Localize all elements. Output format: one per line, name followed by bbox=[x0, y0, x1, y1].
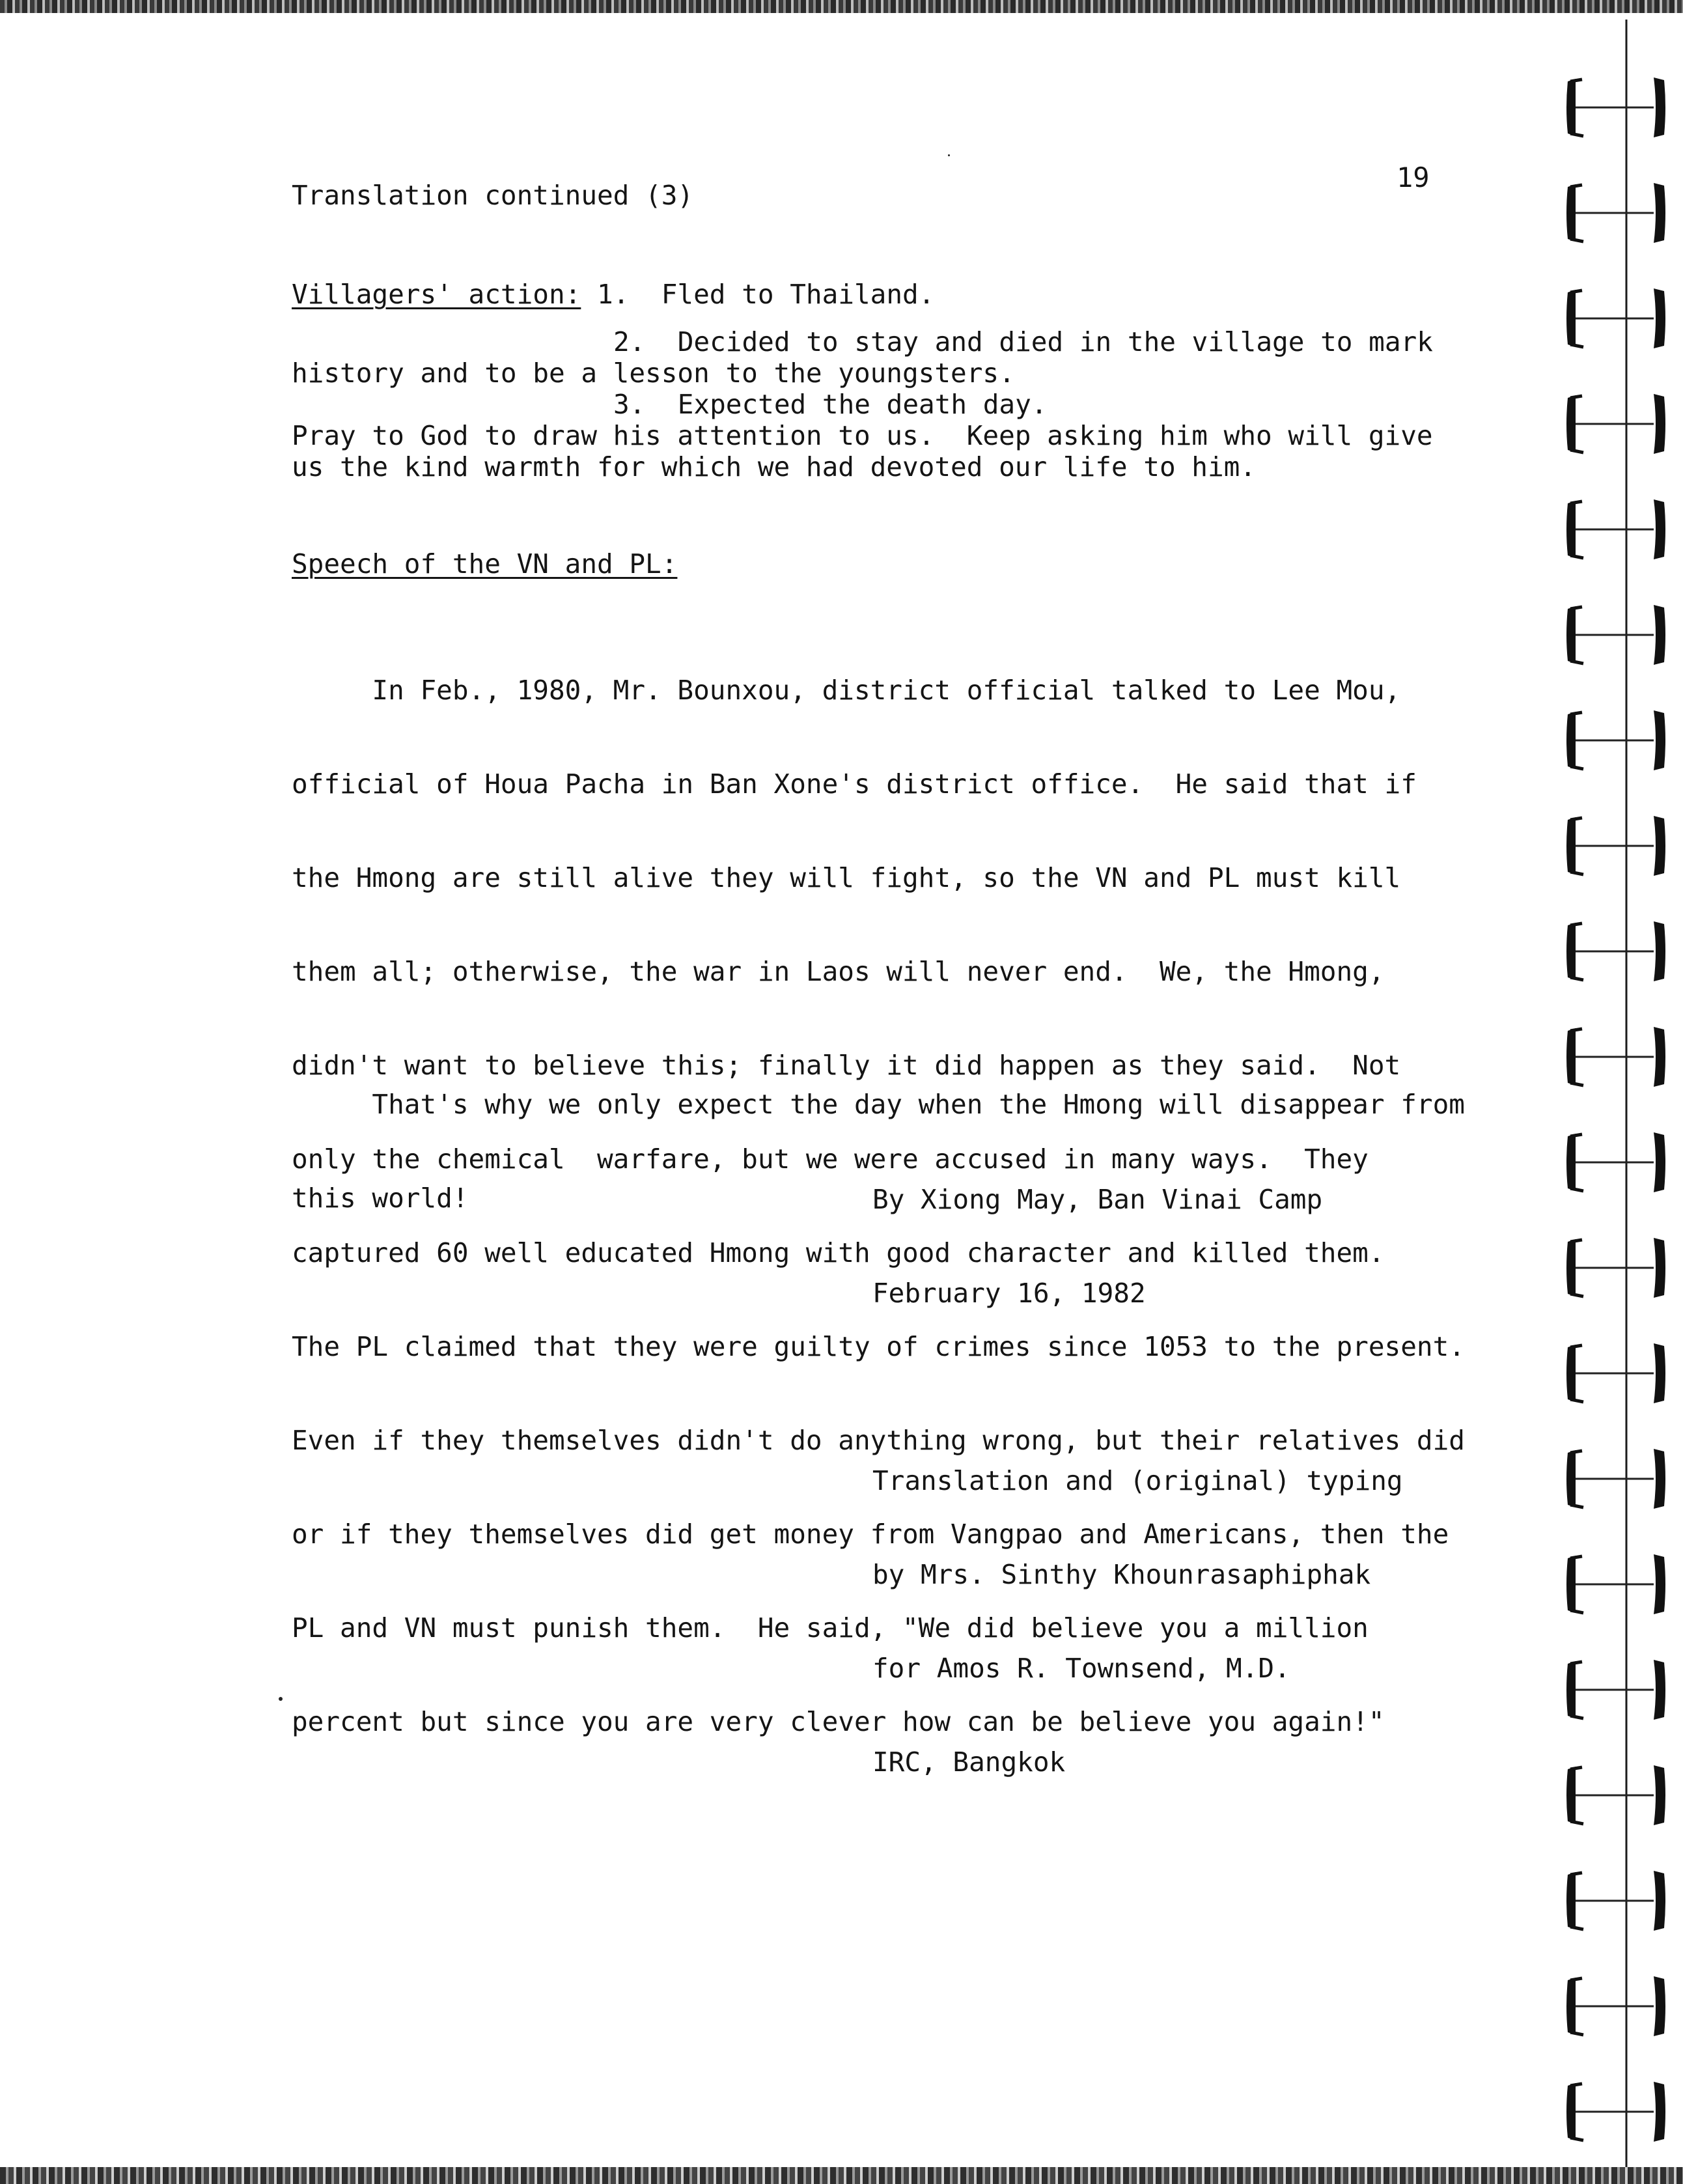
binding-ring bbox=[1566, 1238, 1665, 1298]
binding-ring bbox=[1566, 1976, 1665, 2036]
text-line: PL and VN must punish them. He said, "We did believe you a million bbox=[292, 1612, 1369, 1644]
villagers-action-row1 bbox=[292, 279, 934, 310]
binding-ring bbox=[1566, 1027, 1665, 1087]
text-line: the Hmong are still alive they will fight, so the VN and PL must kill bbox=[292, 862, 1401, 893]
text-line: only the chemical warfare, but we were accused in many ways. They bbox=[292, 1143, 1369, 1175]
villagers-action-item2: 2. Decided to stay and died in the village to mark bbox=[613, 326, 1433, 357]
date-line: February 16, 1982 bbox=[872, 1278, 1146, 1309]
text-line: this world! bbox=[292, 1183, 469, 1214]
villagers-action-label: Villagers' action: bbox=[292, 279, 581, 310]
binding-ring bbox=[1566, 2082, 1665, 2142]
text-line: In Feb., 1980, Mr. Bounxou, district official talked to Lee Mou, bbox=[292, 675, 1401, 706]
text-line: Even if they themselves didn't do anything wrong, but their relatives did bbox=[292, 1425, 1465, 1456]
binding-ring bbox=[1566, 1660, 1665, 1720]
binding-ring bbox=[1566, 77, 1665, 137]
binding-ring bbox=[1566, 183, 1665, 243]
binding-ring bbox=[1566, 710, 1665, 770]
binding-ring bbox=[1566, 921, 1665, 981]
signature-block bbox=[872, 1121, 1403, 1809]
text-line: percent but since you are very clever how can be believe you again!" bbox=[292, 1706, 1385, 1737]
author-line: By Xiong May, Ban Vinai Camp bbox=[872, 1184, 1323, 1215]
speech-heading: Speech of the VN and PL: bbox=[292, 548, 678, 580]
text-line: The PL claimed that they were guilty of crimes since 1053 to the present. bbox=[292, 1331, 1465, 1362]
spiral-binding bbox=[1556, 20, 1683, 2168]
credit-line: for Amos R. Townsend, M.D. bbox=[872, 1653, 1290, 1684]
binding-ring bbox=[1566, 1765, 1665, 1825]
page-number: 19 bbox=[1397, 161, 1430, 193]
text-line: or if they themselves did get money from Vangpao and Americans, then the bbox=[292, 1519, 1449, 1550]
scan-bottom-edge bbox=[0, 2167, 1683, 2184]
credit-line: IRC, Bangkok bbox=[872, 1746, 1066, 1778]
binding-ring bbox=[1566, 605, 1665, 665]
villagers-action-item1: 1. Fled to Thailand. bbox=[581, 279, 935, 310]
page-heading: Translation continued (3) bbox=[292, 180, 694, 211]
binding-ring bbox=[1566, 394, 1665, 454]
prayer-line: us the kind warmth for which we had devoted our life to him. bbox=[292, 451, 1257, 483]
binding-ring bbox=[1566, 1132, 1665, 1192]
text-line: didn't want to believe this; finally it did happen as they said. Not bbox=[292, 1050, 1401, 1081]
text-line: them all; otherwise, the war in Laos will never end. We, the Hmong, bbox=[292, 956, 1385, 987]
text-line: That's why we only expect the day when the Hmong will disappear from bbox=[292, 1089, 1465, 1120]
binding-rings-graphic bbox=[1556, 20, 1683, 2168]
scan-speck bbox=[948, 154, 950, 156]
text-line: captured 60 well educated Hmong with good character and killed them. bbox=[292, 1237, 1385, 1268]
prayer-line: Pray to God to draw his attention to us. Keep asking him who will give bbox=[292, 420, 1433, 451]
scan-speck bbox=[279, 1697, 283, 1701]
villagers-action-item2-cont: history and to be a lesson to the youngsters. bbox=[292, 357, 1015, 389]
credit-line: Translation and (original) typing bbox=[872, 1465, 1403, 1496]
binding-ring bbox=[1566, 1343, 1665, 1403]
binding-ring bbox=[1566, 499, 1665, 559]
villagers-action-item3: 3. Expected the death day. bbox=[613, 389, 1048, 420]
binding-ring bbox=[1566, 288, 1665, 348]
binding-ring bbox=[1566, 1871, 1665, 1931]
binding-ring bbox=[1566, 816, 1665, 876]
binding-ring bbox=[1566, 1449, 1665, 1509]
text-line: official of Houa Pacha in Ban Xone's district office. He said that if bbox=[292, 768, 1417, 800]
binding-ring bbox=[1566, 1554, 1665, 1614]
credit-line: by Mrs. Sinthy Khounrasaphiphak bbox=[872, 1559, 1371, 1590]
scan-top-edge bbox=[0, 0, 1683, 13]
